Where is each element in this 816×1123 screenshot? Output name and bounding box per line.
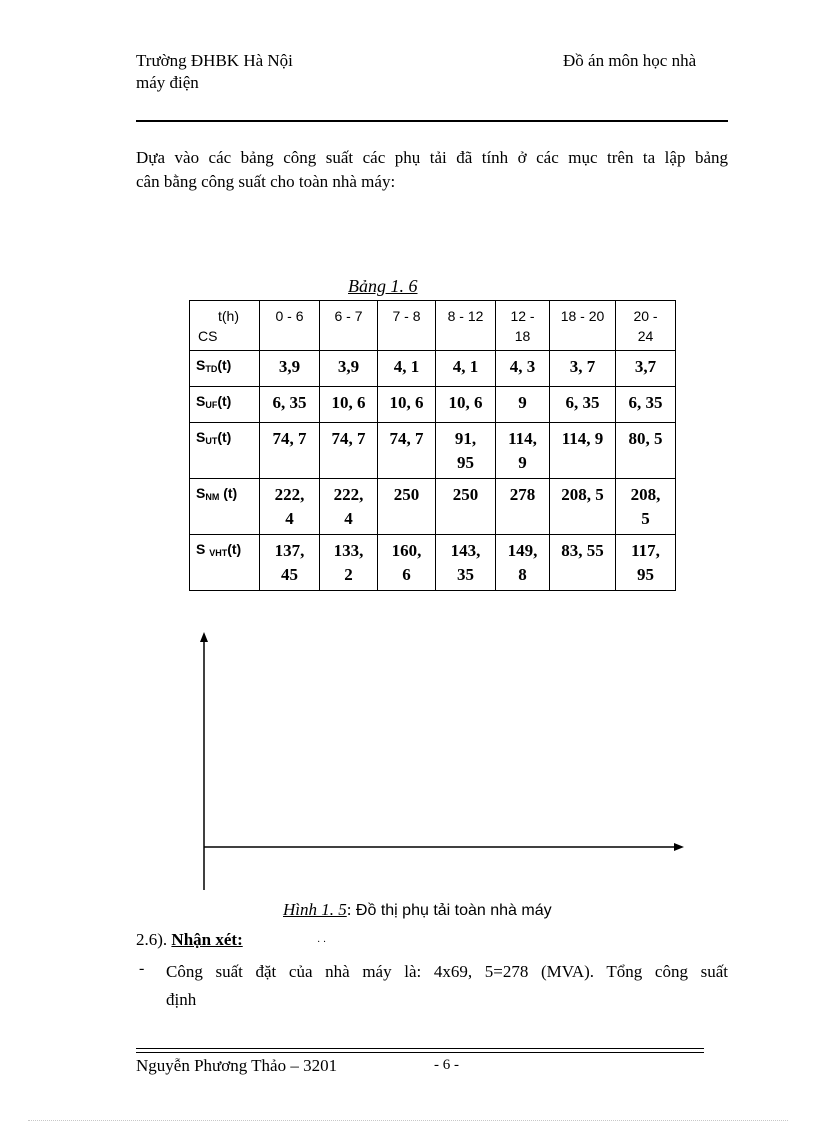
table-cell: 208, 5 (550, 479, 616, 535)
header-school-continued: máy điện (136, 73, 199, 92)
table-cell: 74, 7 (378, 423, 436, 479)
section-heading (136, 930, 326, 950)
table-cell: 6, 35 (616, 387, 676, 423)
section-number: 2.6). (136, 930, 168, 949)
table-cell: 149, 8 (496, 535, 550, 591)
table-cell: 143, 35 (436, 535, 496, 591)
footer-author: Nguyễn Phương Thảo – 3201 (136, 1056, 338, 1075)
column-header: 20 - 24 (616, 301, 676, 351)
header-divider (136, 120, 728, 122)
footer-divider-top (136, 1048, 704, 1049)
figure-label: Hình 1. 5 (283, 900, 347, 919)
table-cell: 117, 95 (616, 535, 676, 591)
table-cell: 3,7 (616, 351, 676, 387)
figure-caption (283, 900, 552, 920)
table-cell: 250 (436, 479, 496, 535)
column-header: 0 - 6 (260, 301, 320, 351)
column-header: 7 - 8 (378, 301, 436, 351)
table-cell: 74, 7 (320, 423, 378, 479)
column-header: 8 - 12 (436, 301, 496, 351)
header-school: Trường ĐHBK Hà Nội (136, 51, 293, 70)
table-cell: 208, 5 (616, 479, 676, 535)
table-cell: 10, 6 (436, 387, 496, 423)
table-row (190, 535, 676, 591)
table-cell: 114, 9 (496, 423, 550, 479)
bullet-text-line-1: Công suất đặt của nhà máy là: 4x69, 5=278 (MVA). Tổng công suất (166, 962, 728, 981)
table-cell: 278 (496, 479, 550, 535)
page-edge-line (28, 1120, 788, 1121)
table-cell: 10, 6 (378, 387, 436, 423)
column-header: 18 - 20 (550, 301, 616, 351)
load-chart (190, 628, 690, 893)
table-row (190, 351, 676, 387)
header-course: Đồ án môn học nhà (563, 51, 697, 70)
table-cell: 3, 7 (550, 351, 616, 387)
corner-cell (190, 301, 260, 351)
column-header: 6 - 7 (320, 301, 378, 351)
table-caption: Bảng 1. 6 (348, 276, 418, 296)
corner-time-label: t(h) (218, 308, 239, 324)
table-row (190, 423, 676, 479)
table-cell: 250 (378, 479, 436, 535)
intro-line-1: Dựa vào các bảng công suất các phụ tải đã tính ở các mục trên ta lập bảng (136, 148, 728, 167)
table-row (190, 387, 676, 423)
page-number: - 6 - (434, 1057, 459, 1073)
table-cell: 6, 35 (260, 387, 320, 423)
table-cell: 160, 6 (378, 535, 436, 591)
corner-cs-label: CS (198, 328, 218, 344)
section-title: Nhận xét: (171, 930, 243, 949)
table-cell: 133, 2 (320, 535, 378, 591)
row-label: $S_{NM}$ (t) (190, 479, 260, 535)
power-balance-table (189, 300, 676, 591)
table-body (190, 351, 676, 591)
y-axis-arrow (200, 632, 208, 642)
x-axis-arrow (674, 843, 684, 851)
table-cell: 10, 6 (320, 387, 378, 423)
column-header: 12 - 18 (496, 301, 550, 351)
table-cell: 3,9 (320, 351, 378, 387)
row-label: S $_{VHT}$(t) (190, 535, 260, 591)
table-row (190, 479, 676, 535)
table-cell: 137, 45 (260, 535, 320, 591)
table-cell: 80, 5 (616, 423, 676, 479)
figure-text: Đồ thị phụ tải toàn nhà máy (351, 902, 552, 919)
row-label: $S_{TD}(t)$ (190, 351, 260, 387)
table-cell: 9 (496, 387, 550, 423)
table-cell: 83, 55 (550, 535, 616, 591)
table-cell: 4, 3 (496, 351, 550, 387)
table-header-row (190, 301, 676, 351)
figure-colon: : (346, 900, 352, 919)
footer-divider-bottom (136, 1052, 704, 1053)
table-cell: 114, 9 (550, 423, 616, 479)
table-cell: 4, 1 (378, 351, 436, 387)
intro-line-2: cân bằng công suất cho toàn nhà máy: (136, 172, 396, 191)
row-label: $S_{UT}(t)$ (190, 423, 260, 479)
row-label: $S_{UF}(t)$ (190, 387, 260, 423)
bullet-text-line-2: định (166, 990, 197, 1009)
table-cell: 6, 35 (550, 387, 616, 423)
table-cell: 3,9 (260, 351, 320, 387)
table-cell: 222, 4 (260, 479, 320, 535)
table-cell: 91, 95 (436, 423, 496, 479)
table-cell: 4, 1 (436, 351, 496, 387)
table-cell: 74, 7 (260, 423, 320, 479)
bullet-marker: - (139, 960, 145, 977)
stray-dots: · · (316, 937, 327, 948)
table-cell: 222, 4 (320, 479, 378, 535)
